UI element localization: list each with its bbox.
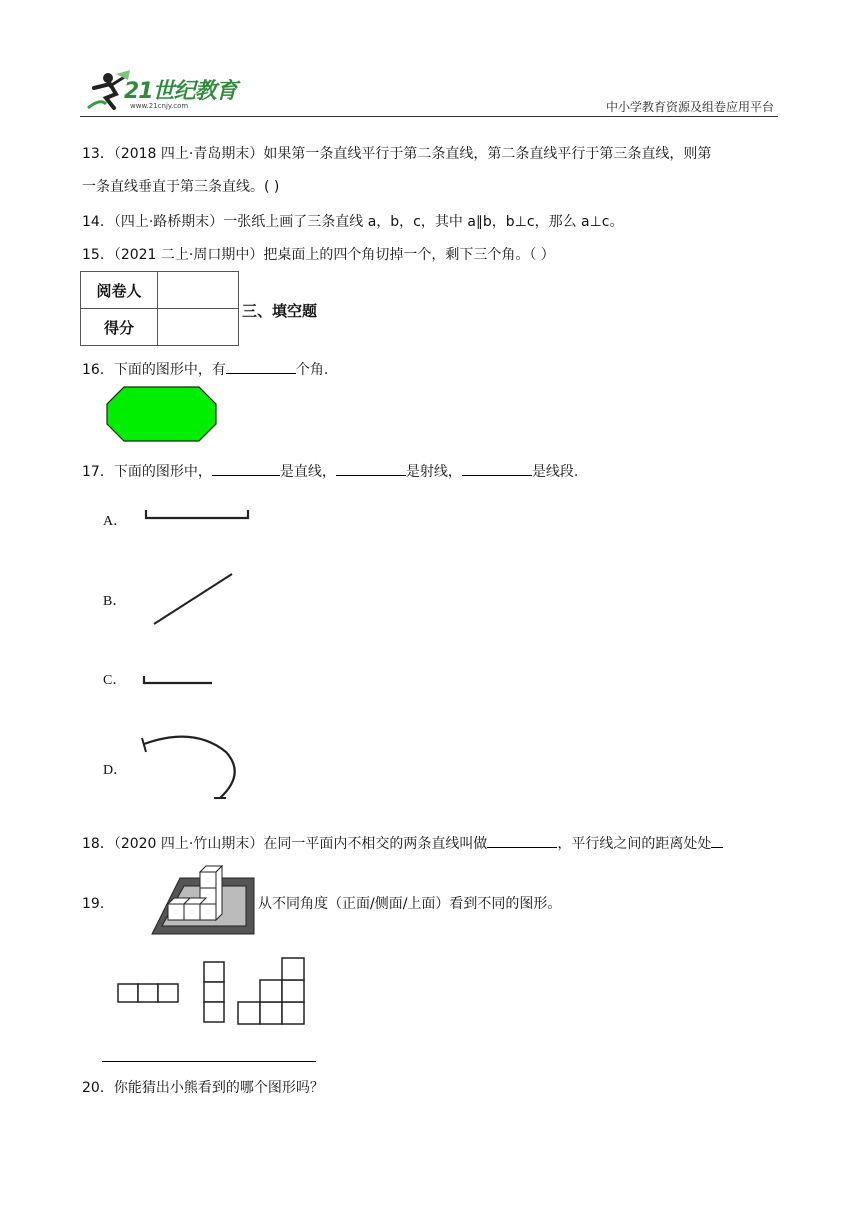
question-19-number: 19． (82, 896, 114, 912)
option-a-label: A． (103, 514, 128, 529)
segment-figure-a (142, 508, 254, 522)
option-c-label: C． (103, 673, 127, 688)
line-figure-b (150, 570, 236, 628)
score-cell[interactable] (158, 309, 239, 346)
question-17-text: 17．下面的图形中， (82, 464, 212, 480)
question-17-c-text: 是线段. (531, 464, 579, 480)
question-18-suffix: ，平行线之间的距离处处 (557, 836, 712, 852)
question-15: 15．（2021 二上·周口期中）把桌面上的四个角切掉一个，剩下三个角。（ ） (82, 247, 555, 263)
curve-figure-d (134, 732, 250, 806)
answer-blank-17b[interactable] (336, 460, 406, 476)
question-18-text: 18．（2020 四上·竹山期末）在同一平面内不相交的两条直线叫做 (82, 836, 488, 852)
logo-text: 21世纪教育 (124, 79, 237, 104)
view-shapes-figure (116, 956, 308, 1026)
grader-cell[interactable] (158, 272, 239, 309)
octagon-figure (106, 386, 218, 442)
ray-figure-c (140, 674, 216, 688)
question-16-suffix: 个角. (295, 362, 329, 378)
grader-label: 阅卷人 (81, 272, 158, 309)
answer-blank-17c[interactable] (462, 460, 532, 476)
question-18 (82, 832, 723, 854)
option-b-label: B． (103, 594, 127, 609)
header-rule (80, 116, 778, 117)
question-17-b-text: 是射线， (405, 464, 462, 480)
question-14: 14．（四上·路桥期末）一张纸上画了三条直线 a，b，c，其中 a∥b，b⊥c，那么 a⊥c。 (82, 214, 624, 230)
answer-blank-18b[interactable] (711, 832, 723, 848)
question-13-line1: 13．（2018 四上·青岛期末）如果第一条直线平行于第二条直线，第二条直线平行于第三条直线，则第 (82, 146, 712, 162)
question-20: 20．你能猜出小熊看到的哪个图形吗？ (82, 1080, 324, 1096)
question-17 (82, 460, 578, 482)
question-16 (82, 358, 328, 380)
answer-line-19[interactable] (102, 1061, 316, 1062)
question-17-a-text: 是直线， (279, 464, 336, 480)
score-label: 得分 (81, 309, 158, 346)
answer-blank-16[interactable] (226, 358, 296, 374)
cube-stack-figure (150, 864, 256, 936)
section-3-title: 三、填空题 (242, 302, 318, 320)
option-d-label: D． (103, 763, 128, 778)
answer-blank-18a[interactable] (487, 832, 557, 848)
question-13-line2: 一条直线垂直于第三条直线。( ) (82, 179, 280, 195)
platform-title: 中小学教育资源及组卷应用平台 (605, 100, 774, 114)
question-16-text: 16．下面的图形中，有 (82, 362, 226, 378)
logo (80, 68, 250, 114)
answer-blank-17a[interactable] (212, 460, 280, 476)
logo-url: www.21cnjy.com (130, 102, 189, 110)
question-19-text: 从不同角度（正面/侧面/上面）看到不同的图形。 (258, 896, 562, 912)
score-table (80, 271, 239, 346)
